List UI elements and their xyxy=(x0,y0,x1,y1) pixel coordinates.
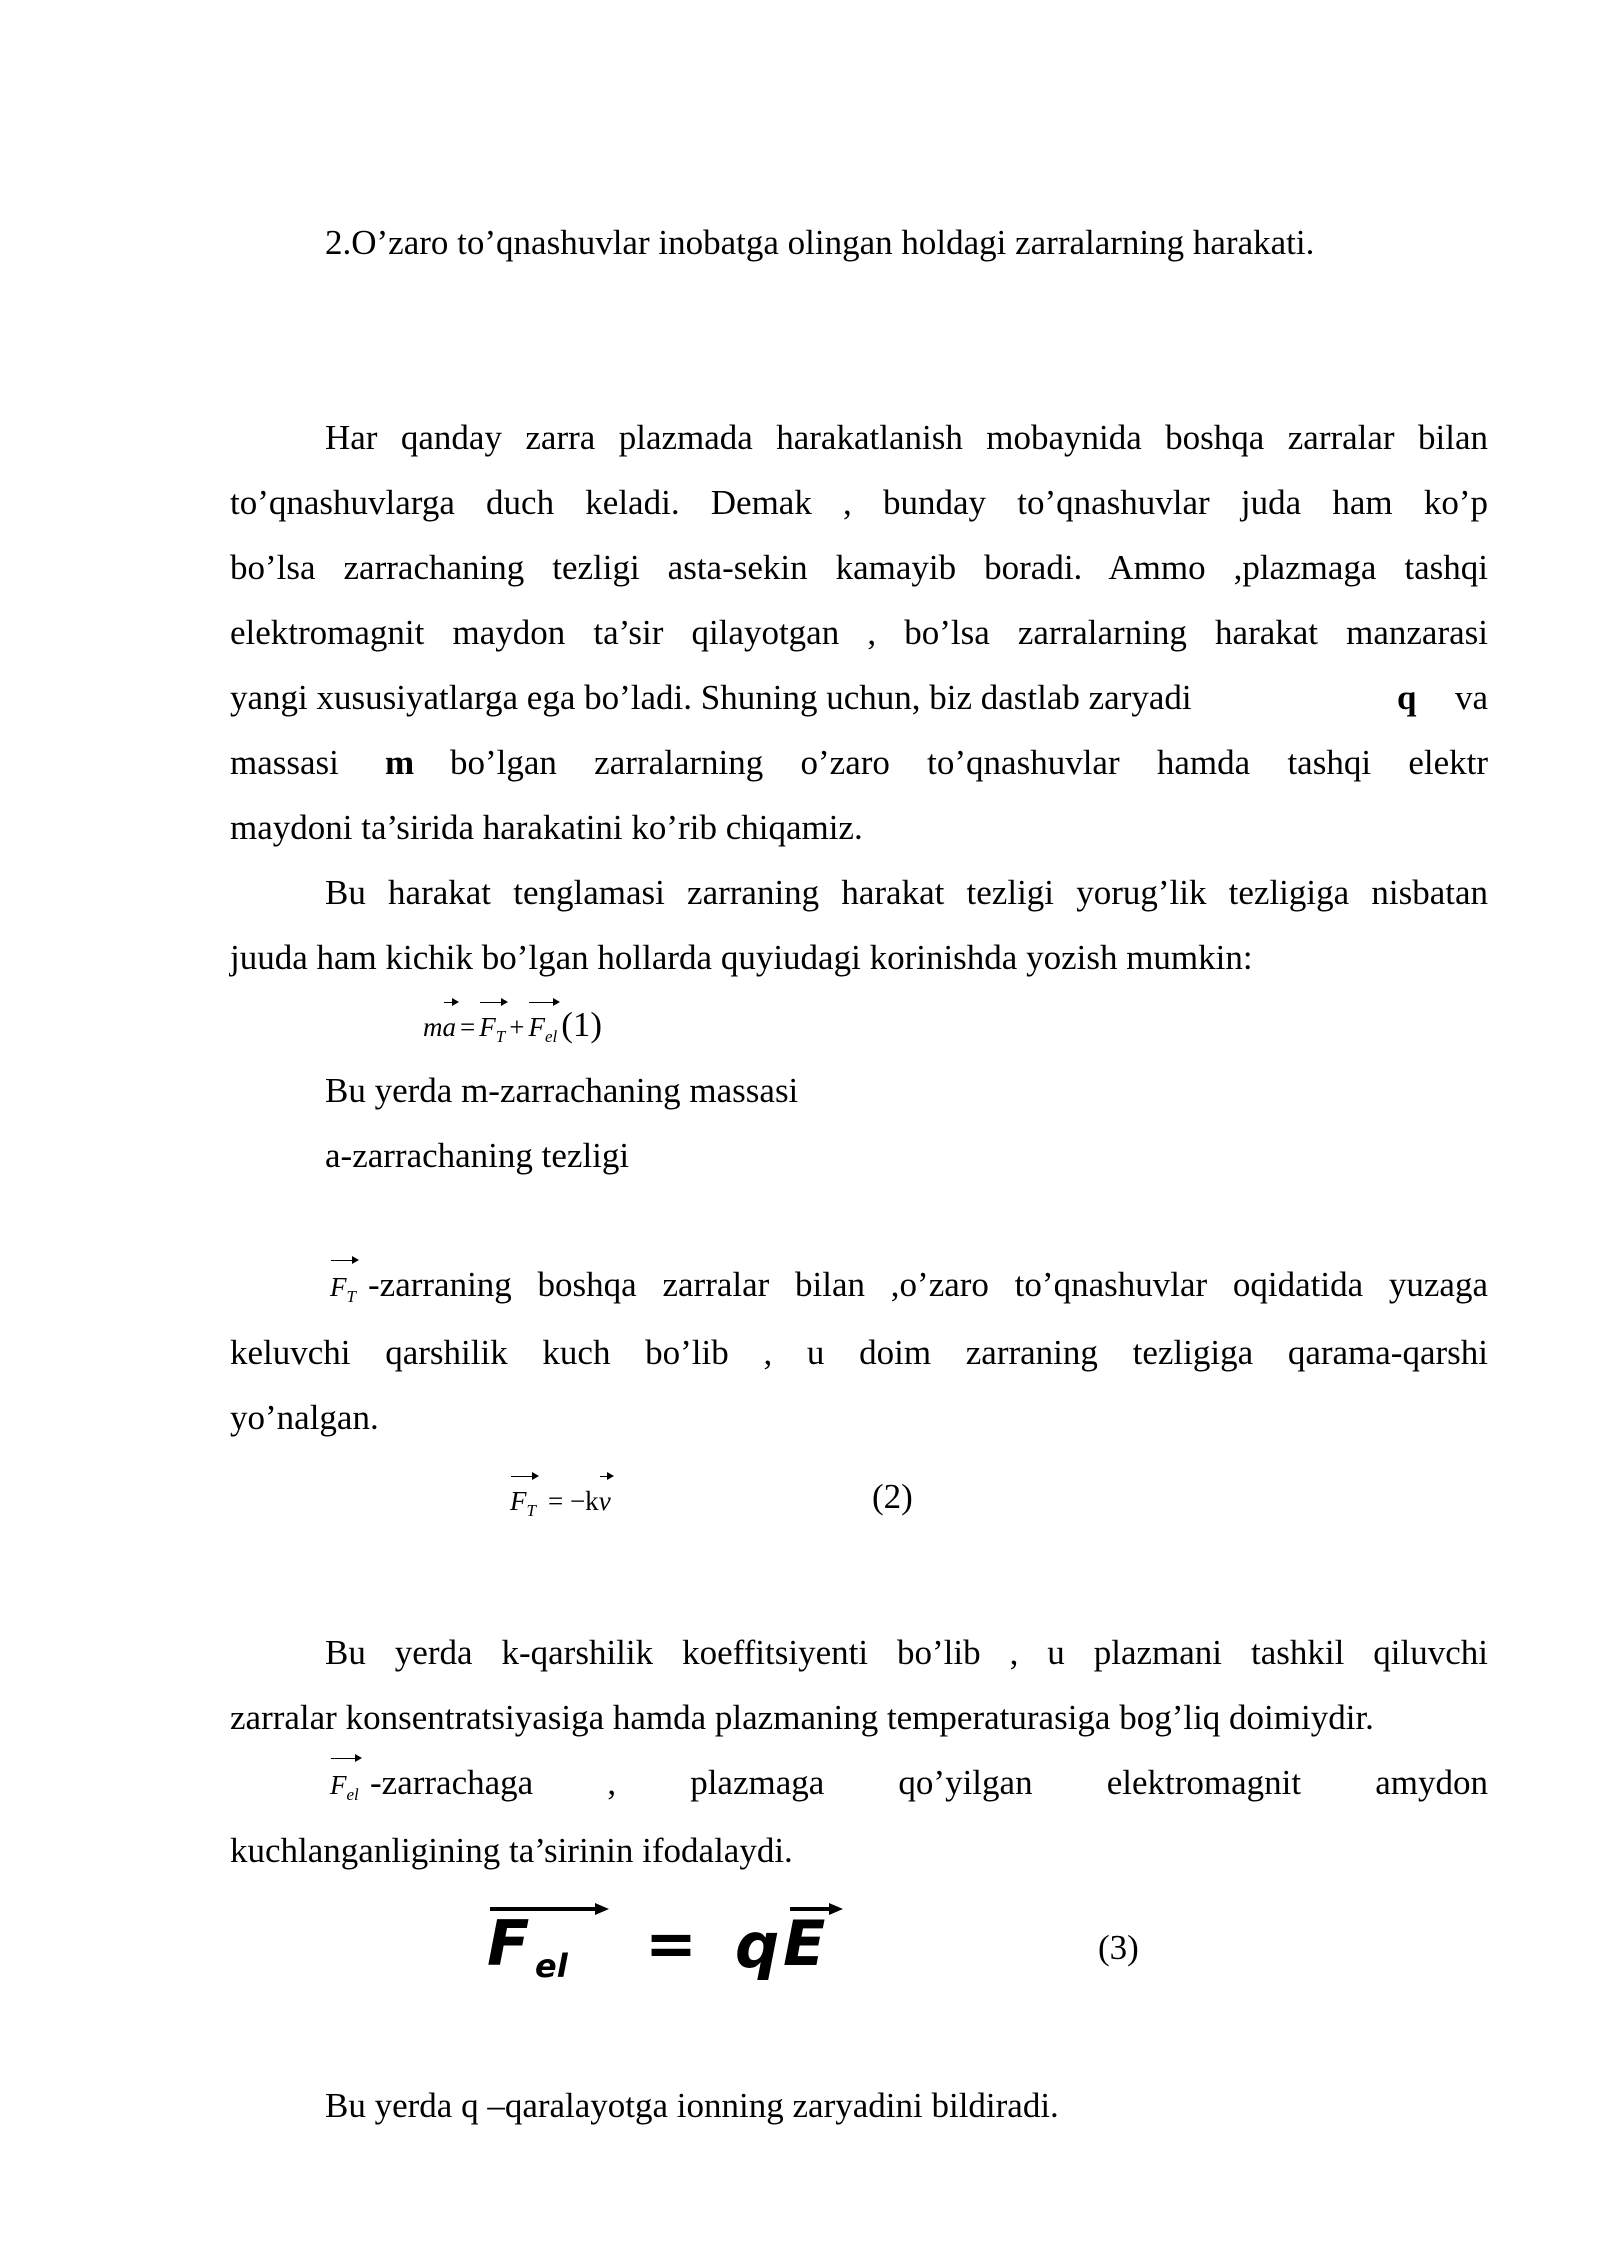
paragraph-line: -zarrachaga , plazmaga qo’yilgan elektromagnit amydon xyxy=(370,1763,1488,1802)
paragraph-line: yo’nalgan. xyxy=(230,1398,379,1437)
paragraph-line: Har qanday zarra plazmada harakatlanish mobaynida boshqa zarralar bilan xyxy=(325,418,1488,457)
variable-q: q xyxy=(1397,678,1417,717)
svg-text:F: F xyxy=(487,1907,530,1980)
svg-text:el: el xyxy=(535,1947,568,1985)
eq1-plus: + xyxy=(509,1012,525,1042)
paragraph-line: to’qnashuvlarga duch keladi. Demak , bunday to’qnashuvlar juda ham ko’p xyxy=(230,483,1488,522)
paragraph-line: Bu harakat tenglamasi zarraning harakat tezligi yorug’lik tezligiga nisbatan xyxy=(325,873,1488,912)
equation-2: FT = −kv xyxy=(510,1478,611,1529)
eq1-m: m xyxy=(423,1012,443,1042)
eq1-equals: = xyxy=(460,1012,476,1042)
eq2-number: (2) xyxy=(872,1477,913,1516)
paragraph-line: -zarraning boshqa zarralar bilan ,o’zaro to’qnashuvlar oqidatida yuzaga xyxy=(368,1265,1488,1304)
variable-m: m xyxy=(385,743,415,782)
equation-3 xyxy=(485,1895,865,1985)
eq3-number: (3) xyxy=(1098,1928,1139,1967)
paragraph-line: Bu yerda k-qarshilik koeffitsiyenti bo’lib , u plazmani tashkil qiluvchi xyxy=(325,1633,1488,1672)
svg-text:E: E xyxy=(783,1907,826,1980)
paragraph-word: massasi xyxy=(230,743,339,782)
definition-velocity: a-zarrachaning tezligi xyxy=(325,1136,630,1175)
paragraph-line: bo’lsa zarrachaning tezligi asta-sekin kamayib boradi. Ammo ,plazmaga tashqi xyxy=(230,548,1488,587)
eq1-a-vector: a xyxy=(443,1004,457,1050)
eq1-fel-vector: Fel xyxy=(528,1004,557,1055)
svg-text:q: q xyxy=(735,1909,780,1982)
paragraph-line: bo’lgan zarralarning o’zaro to’qnashuvlar hamda tashqi elektr xyxy=(450,743,1488,782)
paragraph-line: zarralar konsentratsiyasiga hamda plazmaning temperaturasiga bog’liq doimiydir. xyxy=(230,1698,1374,1737)
paragraph-line: juuda ham kichik bo’lgan hollarda quyiudagi korinishda yozish mumkin: xyxy=(230,938,1253,977)
eq1-ft-vector: FT xyxy=(479,1004,505,1055)
fel-symbol: Fel xyxy=(330,1760,359,1812)
paragraph-line: kuchlanganligining ta’sirinin ifodalaydi. xyxy=(230,1831,793,1870)
paragraph-line: keluvchi qarshilik kuch bo’lib , u doim zarraning tezligiga qarama-qarshi xyxy=(230,1333,1488,1372)
paragraph-line: elektromagnit maydon ta’sir qilayotgan , bo’lsa zarralarning harakat manzarasi xyxy=(230,613,1488,652)
ft-symbol: FT xyxy=(330,1262,356,1314)
section-heading: 2.O’zaro to’qnashuvlar inobatga olingan holdagi zarralarning harakati. xyxy=(325,223,1315,262)
definition-mass: Bu yerda m-zarrachaning massasi xyxy=(325,1071,799,1110)
equation-1 xyxy=(423,1002,602,1055)
svg-text:=: = xyxy=(645,1907,697,1980)
eq1-number: (1) xyxy=(561,1005,603,1044)
paragraph-line: yangi xususiyatlarga ega bo’ladi. Shuning uchun, biz dastlab zaryadi xyxy=(230,678,1192,717)
paragraph-word: va xyxy=(1455,678,1489,717)
paragraph-line: maydoni ta’sirida harakatini ko’rib chiqamiz. xyxy=(230,808,863,847)
paragraph-line: Bu yerda q –qaralayotga ionning zaryadini bildiradi. xyxy=(325,2086,1059,2125)
